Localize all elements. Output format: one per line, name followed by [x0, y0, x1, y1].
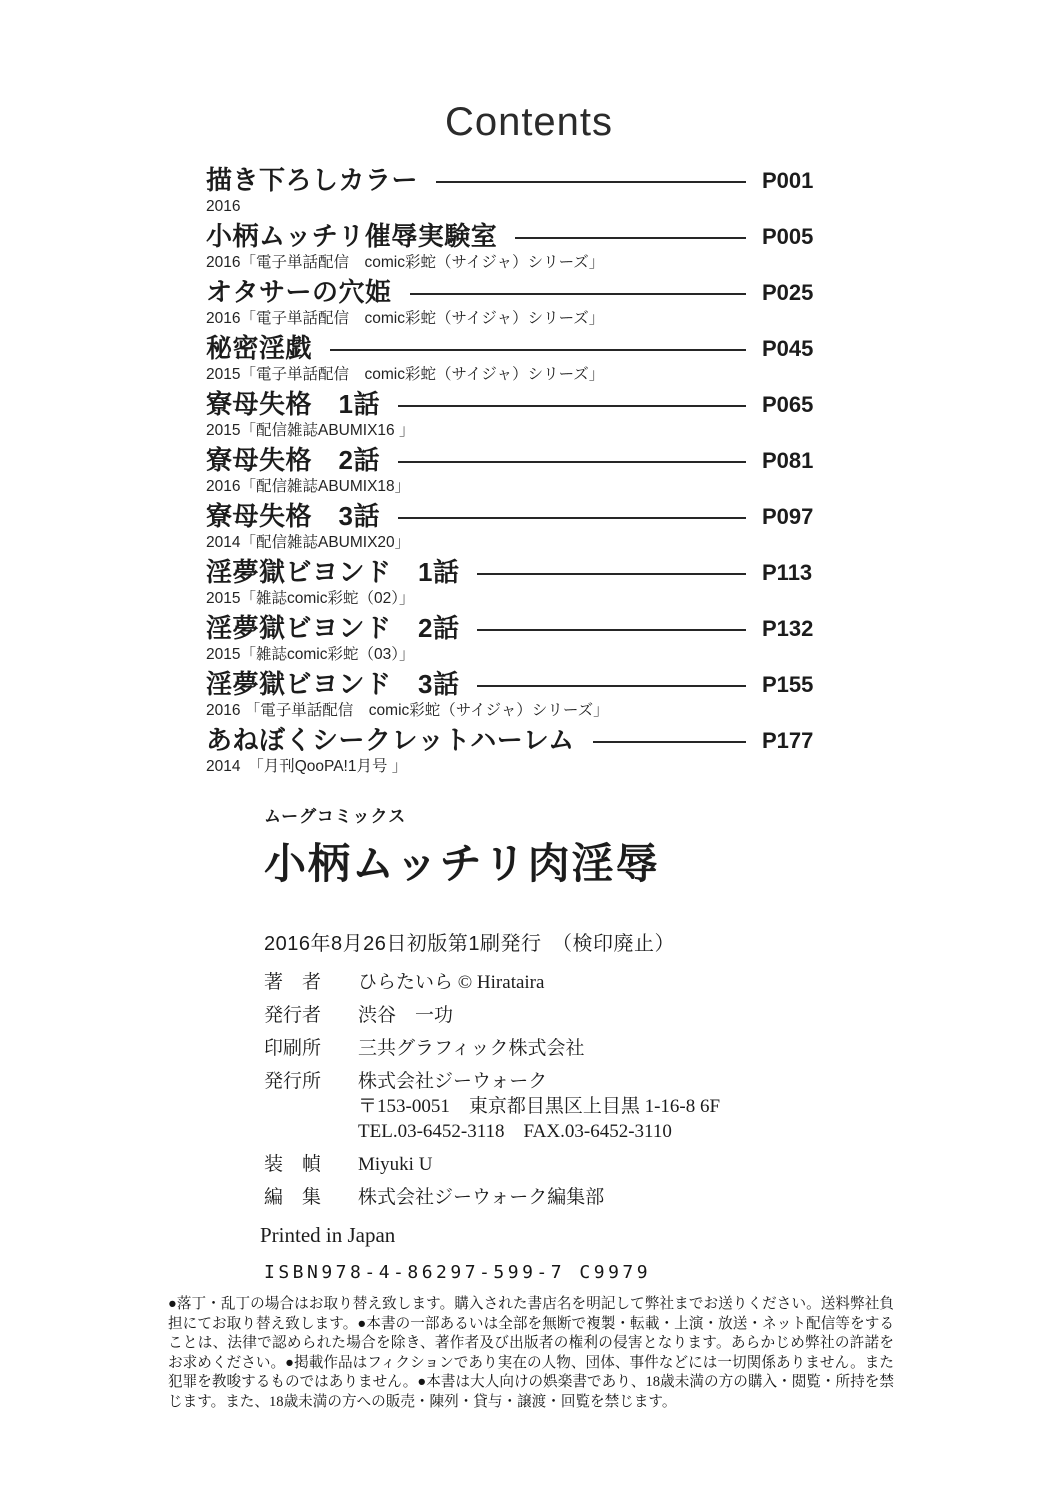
toc-entry-title: あねぼくシークレットハーレム	[206, 725, 575, 755]
legal-fine-print: ●落丁・乱丁の場合はお取り替え致します。購入された書店名を明記して弊社までお送りください。送料弊社負担にてお取り替え致します。●本書の一部あるいは全部を無断で複製・転載・上演・放送・ネット配信等をすることは、法律で認められた場合を除き、著作者及び出版者の権利の侵害となります。あらかじめ弊社の許諾をお求めください。●掲載作品はフィクションであり実在の人物、団体、事件などには一切関係ありません。また犯罪を教唆するものではありません。●本書は大人向けの娯楽書であり、18歳未満の方の購入・閲覧・所持を禁じます。また、18歳未満の方への販売・陳列・貸与・譲渡・回覧を禁じます。	[168, 1296, 894, 1410]
toc-entry-source-note: 2016「配信雑誌ABUMIX18」	[206, 478, 411, 495]
toc-entry-source-note: 2015「雑誌comic彩蛇（03）」	[206, 646, 415, 663]
toc-entry-head	[206, 165, 814, 196]
toc-entry	[206, 165, 814, 217]
credit-extra-line: TEL.03-6452-3118 FAX.03-6452-3110	[358, 1121, 672, 1142]
credit-value: Miyuki U	[358, 1154, 433, 1175]
leader-line	[593, 741, 746, 743]
toc-entry-head	[206, 557, 813, 588]
leader-line	[515, 237, 746, 239]
toc-entry	[206, 277, 814, 329]
toc-entry-title: 小柄ムッチリ催辱実験室	[206, 221, 498, 251]
printed-in-japan: Printed in Japan	[260, 1223, 396, 1247]
toc-entry-title: 寮母失格 1話	[206, 389, 380, 419]
leader-line	[398, 517, 746, 519]
toc-entry-source-note: 2016 「電子単話配信 comic彩蛇（サイジャ）シリーズ」	[206, 702, 609, 719]
toc-entry-title: 寮母失格 3話	[206, 501, 380, 531]
credit-row	[264, 1185, 904, 1210]
colophon	[260, 806, 904, 1285]
toc-entry-title: 淫夢獄ビヨンド 2話	[206, 613, 460, 643]
toc-entry-page-number: P001	[762, 167, 814, 193]
toc-entry-head	[206, 501, 814, 532]
toc-entry	[206, 501, 814, 553]
toc-entry-head	[206, 613, 814, 644]
credit-role-label: 装 幀	[264, 1154, 322, 1175]
toc-entry-source-note: 2016「電子単話配信 comic彩蛇（サイジャ）シリーズ」	[206, 254, 605, 271]
edition-line: 2016年8月26日初版第1刷発行 （検印廃止）	[264, 933, 675, 955]
credit-value-wrap	[358, 1185, 604, 1210]
isbn-line: ISBN978-4-86297-599-7 C9979	[264, 1262, 652, 1283]
toc-entry-head	[206, 221, 814, 252]
credit-row	[264, 970, 904, 995]
leader-line	[477, 629, 746, 631]
leader-line	[436, 181, 746, 183]
toc-entry	[206, 389, 814, 441]
toc-entry-head	[206, 445, 814, 476]
leader-line	[330, 349, 746, 351]
toc-entry-source-note: 2015「電子単話配信 comic彩蛇（サイジャ）シリーズ」	[206, 366, 605, 383]
toc-entry	[206, 221, 814, 273]
toc-entry-source-note: 2014 「月刊QooPA!1月号 」	[206, 758, 408, 775]
toc-entry-title: 寮母失格 2話	[206, 445, 380, 475]
toc-entry	[206, 669, 814, 721]
toc-entry	[206, 613, 814, 665]
toc-entry-source-note: 2016	[206, 198, 241, 215]
toc-entry	[206, 333, 814, 385]
page-title: Contents	[444, 100, 614, 144]
leader-line	[410, 293, 746, 295]
toc-entry-title: 淫夢獄ビヨンド 3話	[206, 669, 460, 699]
credit-value: 三共グラフィック株式会社	[358, 1038, 585, 1059]
toc-entry-title: 描き下ろしカラー	[206, 165, 419, 195]
credit-value: 株式会社ジーウォーク	[358, 1071, 548, 1092]
toc-entry-page-number: P177	[762, 727, 814, 753]
toc-entry-head	[206, 389, 814, 420]
toc-entry-head	[206, 333, 814, 364]
toc-entry-source-note: 2014「配信雑誌ABUMIX20」	[206, 534, 411, 551]
credit-role-label: 発行所	[264, 1071, 322, 1092]
toc-entry-source-note: 2015「配信雑誌ABUMIX16 」	[206, 422, 415, 439]
leader-line	[477, 685, 746, 687]
credit-extra-line: 〒153-0051 東京都目黒区上目黒 1-16-8 6F	[358, 1096, 721, 1117]
toc-entry	[206, 445, 814, 497]
leader-line	[477, 573, 746, 575]
toc-entry-source-note: 2016「電子単話配信 comic彩蛇（サイジャ）シリーズ」	[206, 310, 605, 327]
leader-line	[398, 461, 746, 463]
toc-entry-page-number: P045	[762, 335, 814, 361]
credits-list	[264, 970, 904, 1210]
toc-entry-page-number: P113	[762, 559, 813, 585]
toc-entry-title: 淫夢獄ビヨンド 1話	[206, 557, 460, 587]
credit-row	[264, 1069, 904, 1144]
toc-entry-page-number: P081	[762, 447, 814, 473]
credit-value: 渋谷 一功	[358, 1005, 454, 1026]
toc-entry-title: オタサーの穴姫	[206, 277, 392, 307]
toc-entry-page-number: P065	[762, 391, 814, 417]
credit-row	[264, 1152, 904, 1177]
book-title: 小柄ムッチリ肉淫辱	[264, 840, 660, 887]
toc-entry-head	[206, 725, 814, 756]
table-of-contents	[206, 165, 814, 781]
credit-value-wrap	[358, 1036, 584, 1061]
credit-value: ひらたいら © Hirataira	[358, 972, 545, 993]
leader-line	[398, 405, 746, 407]
toc-entry-page-number: P097	[762, 503, 814, 529]
credit-role-label: 編 集	[264, 1187, 322, 1208]
credit-row	[264, 1003, 904, 1028]
credit-role-label: 著 者	[264, 972, 322, 993]
credit-row	[264, 1036, 904, 1061]
credit-value: 株式会社ジーウォーク編集部	[358, 1187, 605, 1208]
credit-role-label: 発行者	[264, 1005, 322, 1026]
credit-value-wrap	[358, 1152, 432, 1177]
credit-role-label: 印刷所	[264, 1038, 322, 1059]
credit-value-wrap	[358, 970, 544, 995]
toc-entry-page-number: P132	[762, 615, 814, 641]
toc-entry-page-number: P005	[762, 223, 814, 249]
toc-entry-source-note: 2015「雑誌comic彩蛇（02）」	[206, 590, 415, 607]
toc-entry	[206, 557, 813, 609]
credit-value-wrap	[358, 1003, 453, 1028]
imprint-label: ムーグコミックス	[264, 807, 407, 826]
toc-entry-head	[206, 277, 814, 308]
toc-entry-page-number: P155	[762, 671, 814, 697]
toc-entry-title: 秘密淫戯	[206, 333, 313, 363]
toc-entry-page-number: P025	[762, 279, 814, 305]
credit-value-wrap	[358, 1069, 720, 1144]
toc-entry-head	[206, 669, 814, 700]
toc-entry	[206, 725, 814, 777]
